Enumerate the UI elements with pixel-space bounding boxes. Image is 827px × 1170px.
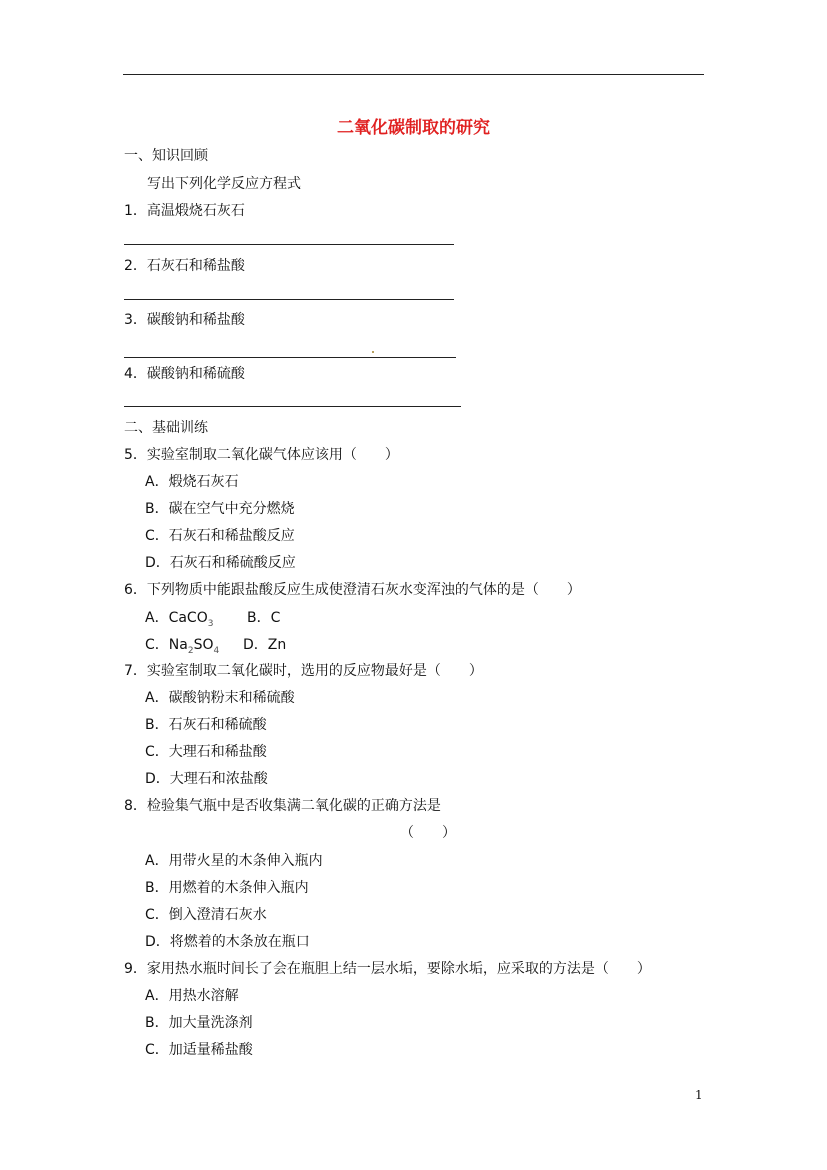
question-7-option-a: A．碳酸钠粉末和稀硫酸 xyxy=(145,690,295,706)
question-7-option-d: D．大理石和浓盐酸 xyxy=(145,771,268,787)
question-5-option-b: B．碳在空气中充分燃烧 xyxy=(145,501,295,517)
option-a-formula: A．CaCO xyxy=(145,610,208,626)
review-item-2: 2．石灰石和稀盐酸 xyxy=(124,258,245,274)
option-c-formula-so: SO xyxy=(193,637,214,653)
scan-speck xyxy=(372,351,374,353)
instruction-text: 写出下列化学反应方程式 xyxy=(147,176,301,192)
option-c-subscript-1: 2 xyxy=(187,646,194,656)
question-8-stem: 8．检验集气瓶中是否收集满二氧化碳的正确方法是 xyxy=(124,798,441,814)
question-8-option-c: C．倒入澄清石灰水 xyxy=(145,907,267,923)
question-5-stem: 5．实验室制取二氧化碳气体应该用（ ） xyxy=(124,447,399,463)
header-rule xyxy=(123,74,704,75)
option-c-formula-na: C．Na xyxy=(145,637,188,653)
answer-blank-2 xyxy=(124,299,454,300)
question-8-option-a: A．用带火星的木条伸入瓶内 xyxy=(145,853,323,869)
option-c-subscript-2: 4 xyxy=(213,646,220,656)
question-7-option-b: B．石灰石和稀硫酸 xyxy=(145,717,267,733)
question-8-option-b: B．用燃着的木条伸入瓶内 xyxy=(145,880,309,896)
option-a-subscript: 3 xyxy=(207,619,214,629)
question-6-option-a xyxy=(145,609,213,629)
question-6-option-c xyxy=(145,636,219,656)
question-5-option-a: A．煅烧石灰石 xyxy=(145,474,239,490)
review-item-1: 1．高温煅烧石灰石 xyxy=(124,203,245,219)
question-5-option-d: D．石灰石和稀硫酸反应 xyxy=(145,555,296,571)
question-7-stem: 7．实验室制取二氧化碳时，选用的反应物最好是（ ） xyxy=(124,663,483,679)
answer-blank-1 xyxy=(124,244,454,245)
answer-blank-3 xyxy=(124,357,456,358)
question-9-option-c: C．加适量稀盐酸 xyxy=(145,1042,253,1058)
page-title: 二氧化碳制取的研究 xyxy=(337,118,490,138)
review-item-3: 3．碳酸钠和稀盐酸 xyxy=(124,312,245,328)
question-9-stem: 9．家用热水瓶时间长了会在瓶胆上结一层水垢，要除水垢，应采取的方法是（ ） xyxy=(124,961,651,977)
section-heading-review: 一、知识回顾 xyxy=(124,148,208,164)
question-9-option-a: A．用热水溶解 xyxy=(145,988,239,1004)
section-heading-training: 二、基础训练 xyxy=(124,420,208,436)
question-6-option-d: D．Zn xyxy=(243,637,287,653)
question-7-option-c: C．大理石和稀盐酸 xyxy=(145,744,267,760)
question-6-stem: 6．下列物质中能跟盐酸反应生成使澄清石灰水变浑浊的气体的是（ ） xyxy=(124,582,581,598)
question-8-bracket: （ ） xyxy=(400,825,456,841)
page-number: 1 xyxy=(695,1088,703,1102)
question-6-option-b: B．C xyxy=(247,610,281,626)
question-8-option-d: D．将燃着的木条放在瓶口 xyxy=(145,934,310,950)
question-9-option-b: B．加大量洗涤剂 xyxy=(145,1015,253,1031)
question-5-option-c: C．石灰石和稀盐酸反应 xyxy=(145,528,295,544)
answer-blank-4 xyxy=(124,406,461,407)
review-item-4: 4．碳酸钠和稀硫酸 xyxy=(124,366,245,382)
